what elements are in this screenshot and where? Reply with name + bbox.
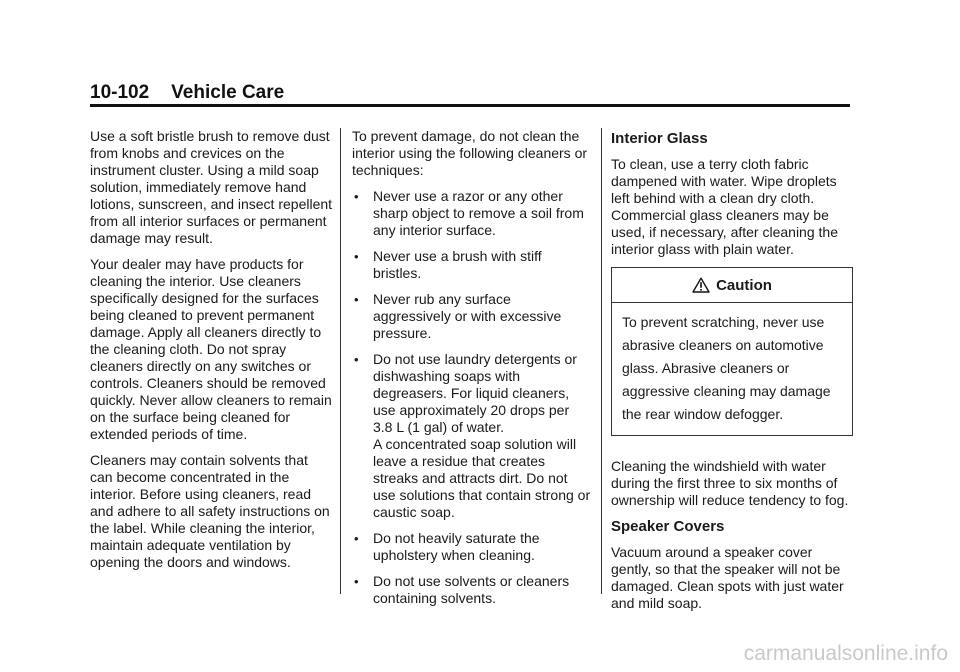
caution-box (611, 267, 853, 436)
heading-interior-glass: Interior Glass (611, 130, 708, 147)
list-item: • Never use a brush with stiff bristles. (352, 248, 592, 282)
list-item: • Do not use laundry detergents or dishwashing soaps with degreasers. For liquid cleaners, use approximately 20 drops per 3.8 L (1 gal) of water. A concentrated soap solution will leave a residue that creates streaks and attracts dirt. Do not use solutions that contain strong or caustic soap. (352, 351, 592, 521)
column-left (90, 128, 334, 580)
paragraph-windshield: Cleaning the windshield with water during the first three to six months of ownership will reduce tendency to fog. (611, 458, 849, 508)
list-item: • Do not use solvents or cleaners containing solvents. (352, 573, 592, 607)
heading-speaker-covers: Speaker Covers (611, 518, 725, 535)
warning-triangle-icon (692, 277, 710, 293)
cleaning-warnings-list (352, 188, 592, 607)
page-number: 10-102 (90, 82, 150, 103)
paragraph-speaker-covers: Vacuum around a speaker cover gently, so that the speaker will not be damaged. Clean spots with just water and mild soap. (611, 544, 844, 611)
paragraph-solvents: Cleaners may contain solvents that can become concentrated in the interior. Before using cleaners, read and adhere to all safety instructions on the label. While cleaning the interior, maintain adequate ventilation by opening the doors and windows. (90, 452, 330, 570)
section-title: Vehicle Care (171, 82, 285, 103)
paragraph-prevent-damage: To prevent damage, do not clean the interior using the following cleaners or techniques: (352, 128, 588, 178)
list-item: • Never use a razor or any other sharp object to remove a soil from any interior surface. (352, 188, 592, 239)
list-item: • Do not heavily saturate the upholstery when cleaning. (352, 530, 592, 564)
watermark: carmanualsonline.info (743, 642, 948, 665)
column-divider-right (601, 128, 602, 594)
paragraph-soft-brush: Use a soft bristle brush to remove dust from knobs and crevices on the instrument cluster. Using a mild soap solution, immediately remove hand lotions, sunscreen, and insect repellent from all interior surfaces or permanent damage may result. (90, 128, 333, 246)
column-right (611, 128, 853, 621)
paragraph-interior-glass: To clean, use a terry cloth fabric dampened with water. Wipe droplets left behind with a clean dry cloth. Commercial glass cleaners may be used, if necessary, after cleaning the interior glass with plain water. (611, 156, 838, 257)
caution-title: Caution (716, 276, 772, 294)
column-divider-left (340, 128, 341, 594)
page-header (90, 82, 850, 104)
list-item: • Never rub any surface aggressively or with excessive pressure. (352, 291, 592, 342)
list-item-continuation: A concentrated soap solution will leave a residue that creates streaks and attracts dirt. Do not use solutions that contain strong or caustic soap. (373, 436, 591, 520)
header-rule (90, 104, 850, 107)
column-middle (352, 128, 592, 616)
caution-header (612, 268, 852, 303)
paragraph-dealer-products: Your dealer may have products for cleaning the interior. Use cleaners specifically designed for the surfaces being cleaned to prevent permanent damage. Apply all cleaners directly to the cleaning cloth. Do not spray cleaners directly on any switches or controls. Cleaners should be removed quickly. Never allow cleaners to remain on the surface being cleaned for extended periods of time. (90, 256, 332, 442)
caution-text: To prevent scratching, never use abrasive cleaners on automotive glass. Abrasive cleaners or aggressive cleaning may damage the rear window defogger. (622, 314, 831, 422)
